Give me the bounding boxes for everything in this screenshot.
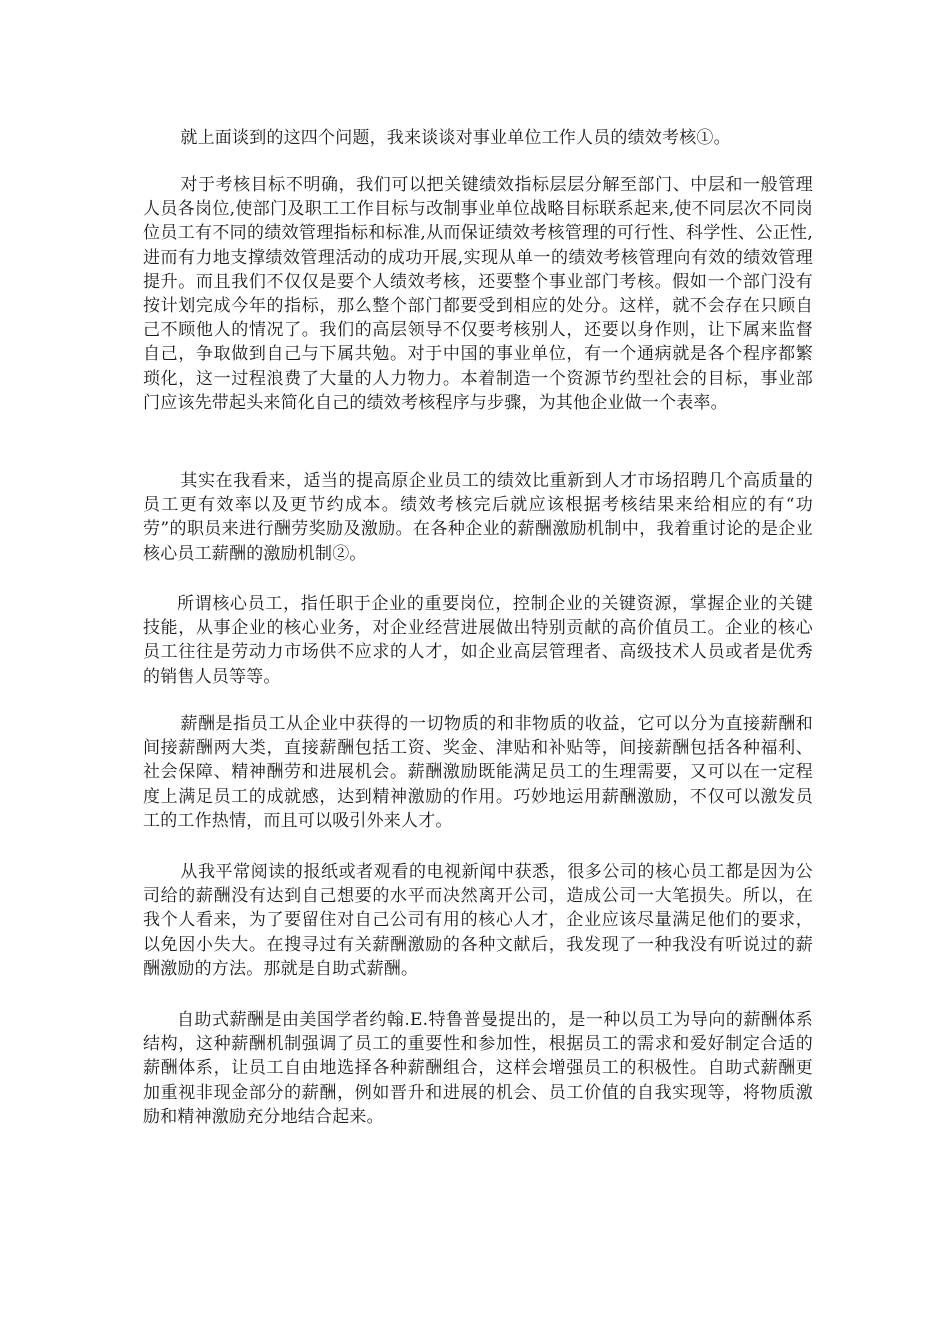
paragraph-core-employees: 所谓核心员工，指任职于企业的重要岗位，控制企业的关键资源，掌握企业的关键技能，从事企业的核心业务，对企业经营进展做出特别贡献的高价值员工。企业的核心员工往往是劳动力市场供不应求的人才，如企业高层管理者、高级技术人员或者是优秀的销售人员等等。 <box>143 594 813 687</box>
intro-paragraph: 就上面谈到的这四个问题，我来谈谈对事业单位工作人员的绩效考核①。 <box>180 128 731 148</box>
paragraph-compensation-definition: 薪酬是指员工从企业中获得的一切物质的和非物质的收益，它可以分为直接薪酬和间接薪酬两大类，直接薪酬包括工资、奖金、津贴和补贴等，间接薪酬包括各种福利、社会保障、精神酬劳和进展机会。薪酬激励既能满足员工的生理需要，又可以在一定程度上满足员工的成就感，达到精神激励的作用。巧妙地运用薪酬激励，不仅可以激发员工的工作热情，而且可以吸引外来人才。 <box>143 714 813 831</box>
paragraph-retention: 从我平常阅读的报纸或者观看的电视新闻中获悉，很多公司的核心员工都是因为公司给的薪酬没有达到自己想要的水平而决然离开公司，造成公司一大笔损失。所以，在我个人看来，为了要留住对自己公司有用的核心人才，企业应该尽量满足他们的要求，以免因小失大。在搜寻过有关薪酬激励的各种文献后，我发现了一种我没有听说过的薪酬激励的方法。那就是自助式薪酬。 <box>143 862 813 979</box>
paragraph-incentive-mechanism: 其实在我看来，适当的提高原企业员工的绩效比重新到人才市场招聘几个高质量的员工更有效率以及更节约成本。绩效考核完后就应该根据考核结果来给相应的有“功劳”的职员来进行酬劳奖励及激励。在各种企业的薪酬激励机制中，我着重讨论的是企业核心员工薪酬的激励机制②。 <box>143 471 813 564</box>
paragraph-cafeteria-compensation: 自助式薪酬是由美国学者约翰.E.特鲁普曼提出的，是一种以员工为导向的薪酬体系结构，这种薪酬机制强调了员工的重要性和参加性，根据员工的需求和爱好制定合适的薪酬体系，让员工自由地选择各种薪酬组合，这样会增强员工的积极性。自助式薪酬更加重视非现金部分的薪酬，例如晋升和进展的机会、员工价值的自我实现等，将物质激励和精神激励充分地结合起来。 <box>143 1010 813 1127</box>
paragraph-performance-goals: 对于考核目标不明确，我们可以把关键绩效指标层层分解至部门、中层和一般管理人员各岗位,使部门及职工工作目标与改制事业单位战略目标联系起来,使不同层次不同岗位员工有不同的绩效管理指标和标准,从而保证绩效考核管理的可行性、科学性、公正性,进而有力地支撑绩效管理活动的成功开展,实现从单一的绩效考核管理向有效的绩效管理提升。而且我们不仅仅是要个人绩效考核，还要整个事业部门考核。假如一个部门没有按计划完成今年的指标，那么整个部门都要受到相应的处分。这样，就不会存在只顾自己不顾他人的情况了。我们的高层领导不仅要考核别人，还要以身作则，让下属来监督自己，争取做到自己与下属共勉。对于中国的事业单位，有一个通病就是各个程序都繁琐化，这一过程浪费了大量的人力物力。本着制造一个资源节约型社会的目标，事业部门应该先带起头来简化自己的绩效考核程序与步骤，为其他企业做一个表率。 <box>143 175 813 413</box>
